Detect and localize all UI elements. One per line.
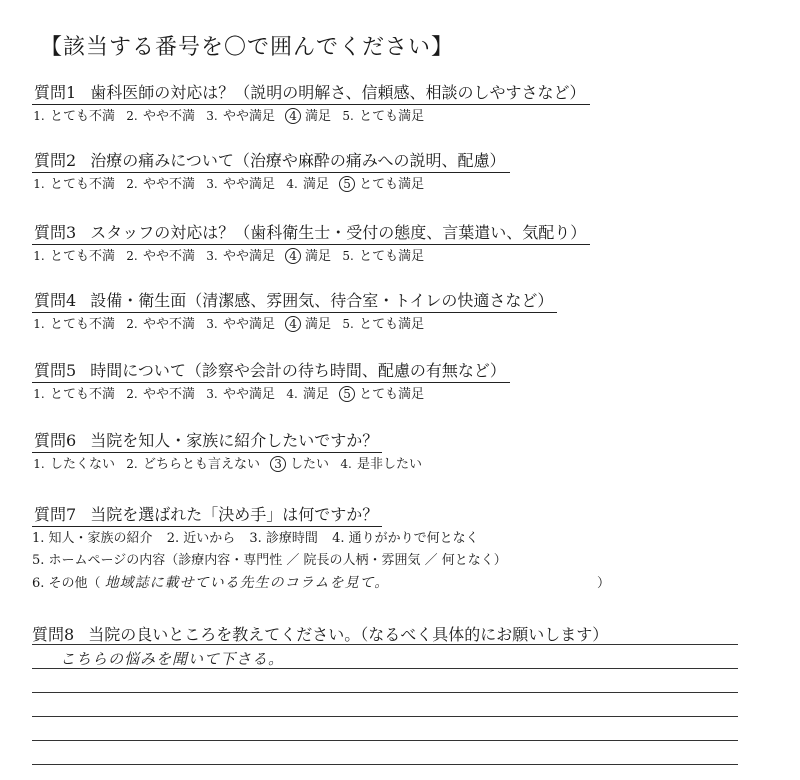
question-number: 質問1	[34, 83, 77, 102]
option-number: 1.	[33, 109, 45, 123]
option-5-selected[interactable]	[339, 173, 424, 192]
question-2	[32, 148, 510, 173]
question-text: 時間について（診察や会計の待ち時間、配慮の有無など）	[90, 361, 506, 380]
option-number: 2.	[126, 317, 138, 331]
q7-option-6-close: ）	[597, 576, 611, 591]
option-label: やや不満	[143, 109, 196, 124]
option-1[interactable]	[32, 245, 115, 264]
question-1	[32, 80, 590, 105]
question-text: スタッフの対応は？（歯科衛生士・受付の態度、言葉遣い、気配り）	[90, 223, 587, 242]
option-label: とても不満	[50, 109, 116, 124]
option-number: 4.	[286, 177, 298, 191]
option-label: 満足	[305, 109, 332, 124]
question-number: 質問3	[34, 223, 77, 242]
question-6-options	[32, 453, 432, 472]
option-number: 4.	[286, 387, 298, 401]
option-3[interactable]	[205, 383, 275, 402]
option-1[interactable]	[32, 105, 115, 124]
question-number: 質問7	[34, 505, 77, 524]
q7-option-5[interactable]: 5. ホームページの内容（診療内容・専門性 ／ 院長の人柄・雰囲気 ／ 何となく）	[32, 553, 507, 568]
option-4[interactable]	[285, 383, 329, 402]
option-label: やや不満	[143, 249, 196, 264]
option-4[interactable]	[339, 453, 422, 472]
option-label: やや満足	[223, 317, 276, 332]
option-number: 3.	[206, 177, 218, 191]
circled-number: 4	[285, 248, 301, 264]
option-label: 是非したい	[357, 457, 423, 472]
question-number: 質問2	[34, 151, 77, 170]
option-3-selected[interactable]	[270, 453, 329, 472]
question-1-options	[32, 105, 434, 124]
circled-number: 4	[285, 316, 301, 332]
option-label: とても不満	[50, 317, 116, 332]
option-label: やや不満	[143, 177, 196, 192]
option-number: 3.	[206, 317, 218, 331]
question-8	[32, 622, 608, 645]
option-label: やや満足	[223, 177, 276, 192]
option-label: 満足	[303, 177, 330, 192]
option-label: とても満足	[359, 177, 425, 192]
option-label: やや不満	[143, 387, 196, 402]
option-4-selected[interactable]	[285, 313, 331, 332]
question-text: 設備・衛生面（清潔感、雰囲気、待合室・トイレの快適さなど）	[90, 291, 554, 310]
option-label: 満足	[303, 387, 330, 402]
q7-other-handwritten: 地域誌に載せている先生のコラムを見て。	[104, 575, 390, 591]
option-number: 2.	[126, 109, 138, 123]
page-title: 【該当する番号を〇で囲んでください】	[40, 35, 455, 60]
question-text: 当院を知人・家族に紹介したいですか？	[90, 431, 379, 450]
answer-line	[32, 668, 738, 669]
q7-option-1[interactable]: 1. 知人・家族の紹介	[32, 531, 153, 546]
option-2[interactable]	[125, 383, 195, 402]
question-number: 質問5	[34, 361, 77, 380]
circled-number: 5	[339, 386, 355, 402]
option-label: とても不満	[50, 387, 116, 402]
answer-line	[32, 716, 738, 717]
option-number: 4.	[340, 457, 352, 471]
option-number: 2.	[126, 177, 138, 191]
question-5	[32, 358, 510, 383]
option-4-selected[interactable]	[285, 245, 331, 264]
option-label: とても不満	[50, 249, 116, 264]
option-1[interactable]	[32, 453, 115, 472]
option-4[interactable]	[285, 173, 329, 192]
option-label: やや満足	[223, 249, 276, 264]
question-3	[32, 220, 590, 245]
option-number: 1.	[33, 457, 45, 471]
option-label: したい	[290, 457, 330, 472]
option-number: 3.	[206, 249, 218, 263]
option-3[interactable]	[205, 173, 275, 192]
option-label: とても不満	[50, 177, 116, 192]
option-5[interactable]	[341, 105, 424, 124]
q7-option-4[interactable]: 4. 通りがかりで何となく	[332, 531, 479, 546]
q7-options-row2	[32, 549, 517, 568]
question-number: 質問8	[32, 625, 75, 644]
option-2[interactable]	[125, 245, 195, 264]
q7-options-row3	[32, 572, 611, 592]
option-label: やや不満	[143, 317, 196, 332]
option-label: やや満足	[223, 387, 276, 402]
option-4-selected[interactable]	[285, 105, 331, 124]
option-5[interactable]	[341, 313, 424, 332]
option-number: 2.	[126, 387, 138, 401]
option-number: 1.	[33, 387, 45, 401]
question-number: 質問4	[34, 291, 77, 310]
option-number: 2.	[126, 457, 138, 471]
option-number: 1.	[33, 177, 45, 191]
answer-line	[32, 764, 738, 765]
circled-number: 5	[339, 176, 355, 192]
answer-line	[32, 692, 738, 693]
option-label: どちらとも言えない	[143, 457, 261, 472]
option-5-selected[interactable]	[339, 383, 424, 402]
option-number: 5.	[342, 109, 354, 123]
option-5[interactable]	[341, 245, 424, 264]
option-label: したくない	[50, 457, 116, 472]
question-7	[32, 502, 382, 527]
q7-option-6-label: 6. その他（	[32, 576, 101, 591]
option-label: とても満足	[359, 109, 425, 124]
option-1[interactable]	[32, 173, 115, 192]
circled-number: 4	[285, 108, 301, 124]
question-5-options	[32, 383, 434, 402]
option-1[interactable]	[32, 313, 115, 332]
question-2-options	[32, 173, 434, 192]
q7-options-row1	[32, 527, 489, 546]
option-label: やや満足	[223, 109, 276, 124]
option-1[interactable]	[32, 383, 115, 402]
question-text: 当院を選ばれた「決め手」は何ですか？	[90, 505, 379, 524]
question-6	[32, 428, 382, 453]
option-label: とても満足	[359, 249, 425, 264]
option-number: 5.	[342, 317, 354, 331]
option-number: 1.	[33, 249, 45, 263]
option-label: とても満足	[359, 317, 425, 332]
option-number: 5.	[342, 249, 354, 263]
question-number: 質問6	[34, 431, 77, 450]
option-3[interactable]	[205, 313, 275, 332]
option-number: 1.	[33, 317, 45, 331]
circled-number: 3	[270, 456, 286, 472]
q7-option-3[interactable]: 3. 診療時間	[249, 531, 318, 546]
option-label: 満足	[305, 249, 332, 264]
option-2[interactable]	[125, 313, 195, 332]
option-number: 2.	[126, 249, 138, 263]
option-number: 3.	[206, 109, 218, 123]
answer-line	[32, 644, 738, 645]
option-2[interactable]	[125, 173, 195, 192]
question-4-options	[32, 313, 434, 332]
q8-handwritten-answer: こちらの悩みを聞いて下さる。	[60, 650, 285, 668]
option-2[interactable]	[125, 453, 260, 472]
option-3[interactable]	[205, 245, 275, 264]
q7-option-2[interactable]: 2. 近いから	[166, 531, 236, 546]
question-3-options	[32, 245, 434, 264]
option-label: とても満足	[359, 387, 425, 402]
option-3[interactable]	[205, 105, 275, 124]
answer-line	[32, 740, 738, 741]
question-text: 治療の痛みについて（治療や麻酔の痛みへの説明、配慮）	[90, 151, 506, 170]
question-text: 歯科医師の対応は？（説明の明解さ、信頼感、相談のしやすさなど）	[90, 83, 586, 102]
option-label: 満足	[305, 317, 332, 332]
question-4	[32, 288, 557, 313]
question-text: 当院の良いところを教えてください。（なるべく具体的にお願いします）	[88, 625, 609, 644]
option-number: 3.	[206, 387, 218, 401]
option-2[interactable]	[125, 105, 195, 124]
